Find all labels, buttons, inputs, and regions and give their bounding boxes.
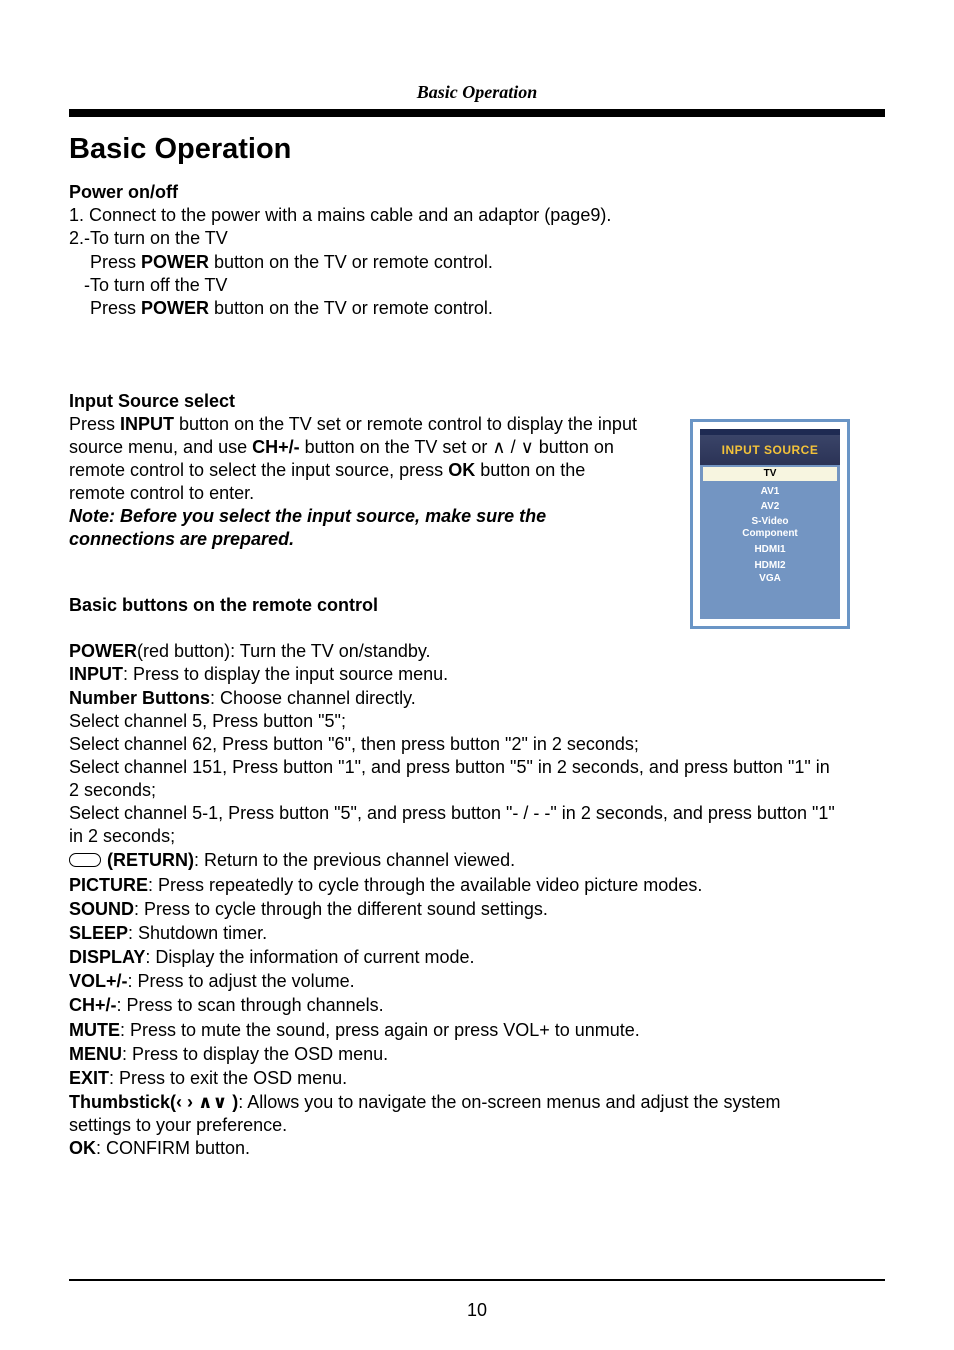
power-line-1: 1. Connect to the power with a mains cable and an adaptor (page9). (69, 205, 612, 225)
input-source-osd-figure (690, 419, 850, 629)
number-example-4a: Select channel 5-1, Press button "5", and press button "- / - -" in 2 seconds, and press button "1" (69, 803, 835, 823)
number-example-1: Select channel 5, Press button "5"; (69, 711, 346, 731)
osd-item-svideo: S-Video (751, 516, 789, 527)
btn-thumbstick-desc: Thumbstick(‹ › ∧∨ ): Allows you to navigate the on-screen menus and adjust the system (69, 1092, 781, 1112)
return-icon (69, 853, 101, 867)
power-line-2: 2.-To turn on the TV (69, 228, 228, 248)
number-example-3a: Select channel 151, Press button "1", and press button "5" in 2 seconds, and press button "1" in (69, 757, 830, 777)
osd-item-av1: AV1 (760, 486, 780, 497)
power-press-off: Press POWER button on the TV or remote control. (90, 298, 493, 318)
btn-input-desc: INPUT: Press to display the input source menu. (69, 664, 449, 684)
btn-return-desc: (RETURN): Return to the previous channel viewed. (69, 849, 515, 872)
running-header: Basic Operation (416, 82, 538, 102)
osd-item-hdmi1: HDMI1 (754, 544, 786, 555)
power-press-on: Press POWER button on the TV or remote control. (90, 252, 493, 272)
number-example-4b: in 2 seconds; (69, 826, 176, 846)
btn-thumbstick-desc-2: settings to your preference. (69, 1115, 288, 1135)
footer-rule (69, 1279, 885, 1281)
osd-item-av2: AV2 (760, 501, 780, 512)
osd-menu-body (700, 429, 840, 619)
input-source-note-1: Note: Before you select the input source, make sure the (69, 506, 547, 526)
osd-item-vga: VGA (759, 573, 781, 584)
input-source-line-3: remote control to select the input source, press OK button on the (69, 460, 586, 480)
input-source-heading: Input Source select (69, 391, 236, 411)
btn-power-desc: POWER(red button): Turn the TV on/standby. (69, 641, 431, 661)
btn-sound-desc: SOUND: Press to cycle through the different sound settings. (69, 899, 548, 919)
btn-picture-desc: PICTURE: Press repeatedly to cycle through the available video picture modes. (69, 875, 703, 895)
btn-menu-desc: MENU: Press to display the OSD menu. (69, 1044, 389, 1064)
input-source-note-2: connections are prepared. (69, 529, 295, 549)
page-number: 10 (466, 1300, 488, 1320)
osd-item-component: Component (742, 528, 798, 539)
btn-display-desc: DISPLAY: Display the information of current mode. (69, 947, 475, 967)
btn-ok-desc: OK: CONFIRM button. (69, 1138, 251, 1158)
power-line-3: -To turn off the TV (84, 275, 228, 295)
osd-item-hdmi2: HDMI2 (754, 560, 786, 571)
page-title: Basic Operation (69, 133, 292, 165)
osd-title: INPUT SOURCE (700, 435, 840, 465)
btn-vol-desc: VOL+/-: Press to adjust the volume. (69, 971, 355, 991)
btn-sleep-desc: SLEEP: Shutdown timer. (69, 923, 268, 943)
btn-mute-desc: MUTE: Press to mute the sound, press again or press VOL+ to unmute. (69, 1020, 640, 1040)
btn-number-desc: Number Buttons: Choose channel directly. (69, 688, 416, 708)
btn-ch-desc: CH+/-: Press to scan through channels. (69, 995, 384, 1015)
header-rule (69, 109, 885, 117)
osd-selected-item: TV (703, 467, 837, 481)
number-example-3b: 2 seconds; (69, 780, 157, 800)
number-example-2: Select channel 62, Press button "6", then press button "2" in 2 seconds; (69, 734, 639, 754)
input-source-line-4: remote control to enter. (69, 483, 255, 503)
input-source-line-1: Press INPUT button on the TV set or remote control to display the input (69, 414, 637, 434)
buttons-heading: Basic buttons on the remote control (69, 595, 379, 615)
btn-exit-desc: EXIT: Press to exit the OSD menu. (69, 1068, 348, 1088)
input-source-line-2: source menu, and use CH+/- button on the TV set or ∧ / ∨ button on (69, 437, 614, 457)
power-heading: Power on/off (69, 182, 178, 202)
